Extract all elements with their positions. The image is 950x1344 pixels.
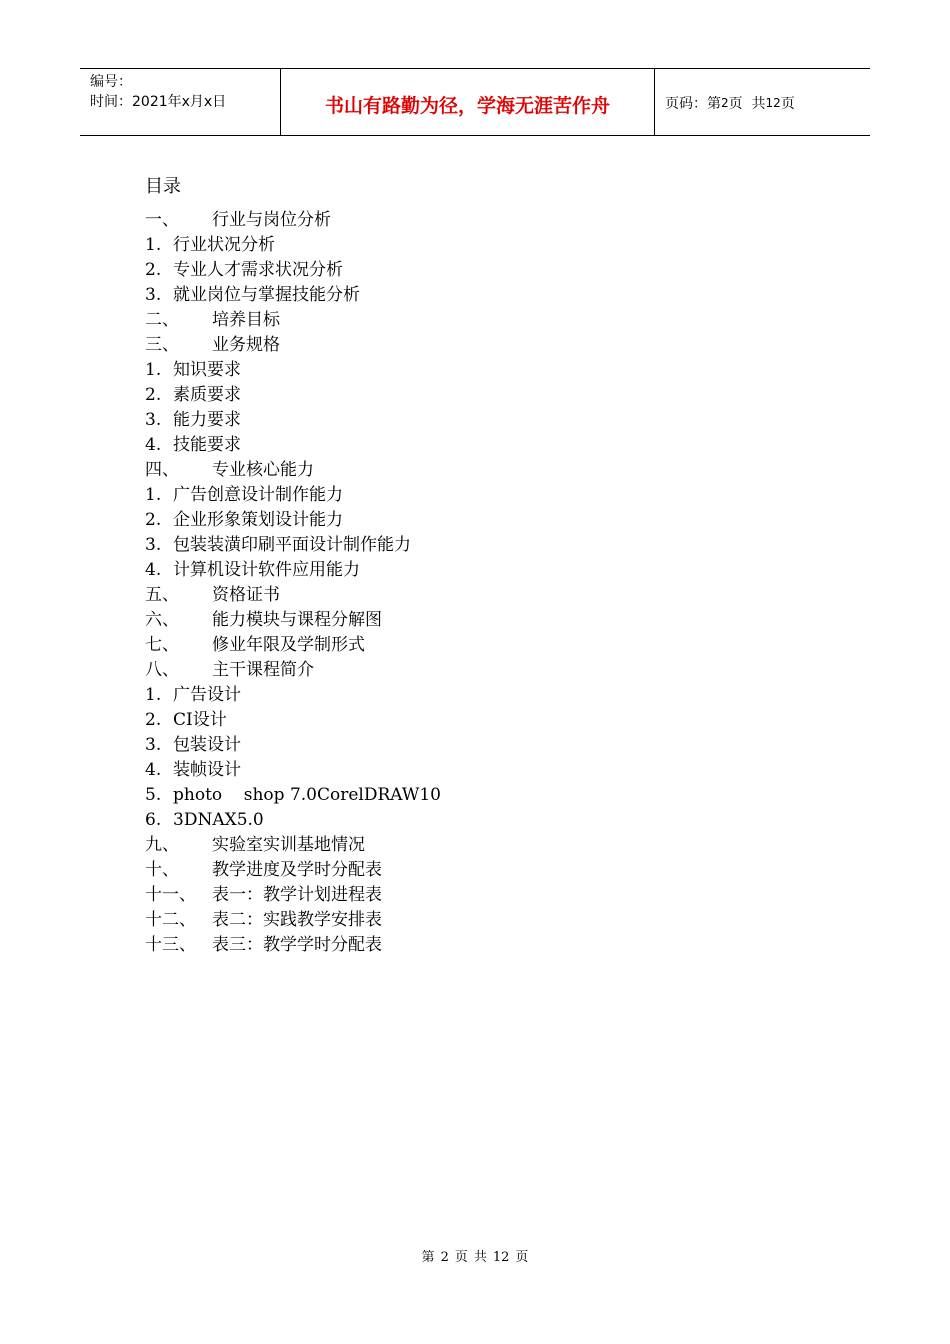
toc-item-number: 3. [145,535,162,555]
header-page-current: 2 [721,96,729,110]
toc-item-number: 九、 [145,835,179,855]
header-motto: 书山有路勤为径，学海无涯苦作舟 [324,94,610,117]
header-page-prefix: 页码：第 [665,96,721,112]
toc-item-text: 表一：教学计划进程表 [212,885,382,905]
toc-item-number: 4. [145,560,162,580]
toc-item-text: 主干课程简介 [212,660,314,680]
toc-item-number: 2. [145,260,162,280]
header-page-mid: 页 共 [728,96,766,112]
toc-item [145,708,441,733]
toc-item [145,758,441,783]
header-page-suffix: 页 [780,96,795,112]
toc-item [145,883,441,908]
toc-item [145,433,441,458]
toc-item [145,533,441,558]
toc-item [145,258,441,283]
toc-item-text: 装帧设计 [173,760,241,780]
document-number-label: 编号： [90,74,132,90]
toc-item-text: 实验室实训基地情况 [212,835,365,855]
toc-item-text: 能力模块与课程分解图 [212,610,382,630]
toc-item-number: 四、 [145,460,179,480]
toc-item-number: 1. [145,360,162,380]
toc-list [145,208,441,958]
toc-item-number: 4. [145,435,162,455]
toc-item-number: 十一、 [145,885,196,905]
toc-item [145,458,441,483]
footer-suffix: 页 [515,1250,529,1265]
footer-prefix: 第 [421,1250,435,1265]
toc-item [145,858,441,883]
toc-item-text: 行业状况分析 [173,235,275,255]
toc-item [145,633,441,658]
toc-item-number: 3. [145,410,162,430]
toc-item-number: 1. [145,485,162,505]
toc-item [145,608,441,633]
footer-mid1: 页 [454,1250,468,1265]
toc-item-text: 就业岗位与掌握技能分析 [173,285,360,305]
document-time-label: 时间：2021年x月x日 [90,94,227,110]
toc-item [145,308,441,333]
toc-item-text: 广告设计 [173,685,241,705]
toc-item [145,908,441,933]
toc-item-text: 业务规格 [212,335,280,355]
toc-item-text: 资格证书 [212,585,280,605]
header-page-total: 12 [765,96,781,110]
toc-item-text: 包装装潢印刷平面设计制作能力 [173,535,411,555]
toc-item-number: 六、 [145,610,179,630]
toc-title: 目录 [145,176,181,197]
toc-item-number: 五、 [145,585,179,605]
toc-item-text: 计算机设计软件应用能力 [173,560,360,580]
footer-current: 2 [440,1250,449,1265]
toc-item-number: 4. [145,760,162,780]
toc-item-number: 2. [145,510,162,530]
toc-item [145,683,441,708]
toc-item [145,208,441,233]
toc-item-text: 专业人才需求状况分析 [173,260,343,280]
toc-item-number: 2. [145,710,162,730]
toc-item-number: 十、 [145,860,179,880]
toc-item-text: 修业年限及学制形式 [212,635,365,655]
toc-item-text: 包装设计 [173,735,241,755]
toc-item-text: 专业核心能力 [212,460,314,480]
toc-item-text: 表三：教学学时分配表 [212,935,382,955]
toc-item [145,333,441,358]
toc-item [145,558,441,583]
toc-item-number: 七、 [145,635,179,655]
toc-item [145,658,441,683]
toc-item [145,383,441,408]
toc-item-text: 能力要求 [173,410,241,430]
toc-item-number: 十二、 [145,910,196,930]
toc-item-text: 技能要求 [173,435,241,455]
toc-item [145,508,441,533]
header-page-cell [655,69,870,135]
toc-item-number: 2. [145,385,162,405]
page-header [80,68,870,136]
toc-item-text: 知识要求 [173,360,241,380]
toc-item-number: 八、 [145,660,179,680]
toc-item [145,833,441,858]
toc-item [145,783,441,808]
toc-item-number: 1. [145,235,162,255]
toc-item [145,283,441,308]
toc-item [145,808,441,833]
toc-item-number: 1. [145,685,162,705]
toc-item-text: 3DNAX5.0 [173,810,264,830]
toc-item-number: 一、 [145,210,179,230]
toc-item-number: 6. [145,810,162,830]
toc-item [145,583,441,608]
toc-item-number: 3. [145,735,162,755]
toc-item-number: 三、 [145,335,179,355]
toc-item-number: 3. [145,285,162,305]
toc-item-number: 5. [145,785,162,805]
toc-item [145,358,441,383]
header-motto-cell [281,69,655,135]
toc-item-number: 二、 [145,310,179,330]
footer-total: 12 [492,1250,510,1265]
toc-item-number: 十三、 [145,935,196,955]
toc-item-text: 表二：实践教学安排表 [212,910,382,930]
toc-item-text: 培养目标 [212,310,280,330]
toc-item-text: CI设计 [173,710,227,730]
toc-item [145,233,441,258]
header-meta-cell [80,69,281,135]
toc-item [145,733,441,758]
toc-item-text: 行业与岗位分析 [212,210,331,230]
toc-item-text: 素质要求 [173,385,241,405]
toc-item-text: 广告创意设计制作能力 [173,485,343,505]
toc-item [145,483,441,508]
toc-item-text: 企业形象策划设计能力 [173,510,343,530]
toc-item-text: 教学进度及学时分配表 [212,860,382,880]
toc-item-text: photo shop 7.0CorelDRAW10 [173,785,441,805]
page-footer [0,1246,950,1265]
footer-mid2: 共 [473,1250,487,1265]
toc-item [145,408,441,433]
toc-item [145,933,441,958]
